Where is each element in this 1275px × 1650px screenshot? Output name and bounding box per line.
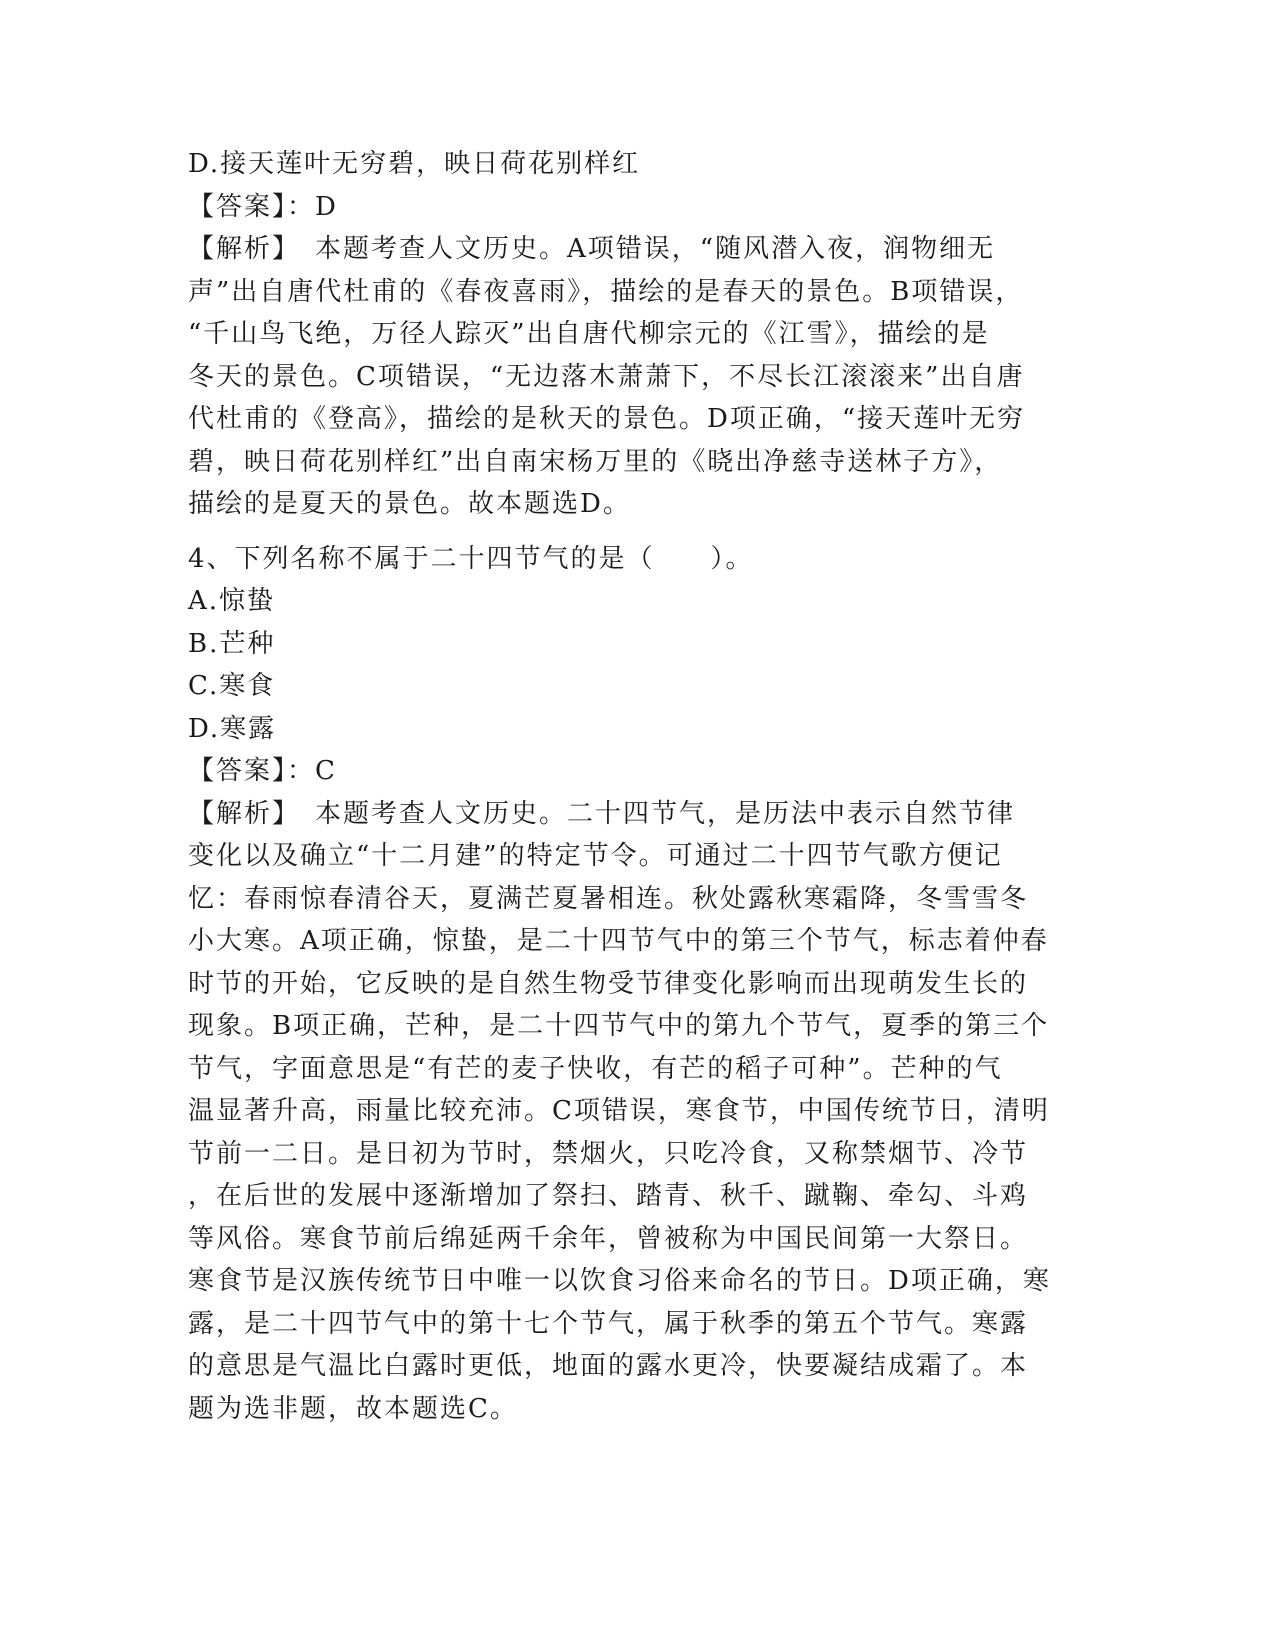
q4-analysis-line: ，在后世的发展中逐渐增加了祭扫、踏青、秋千、蹴鞠、牵勾、斗鸡 — [188, 1181, 1029, 1211]
q4-analysis-line: 的意思是气温比白露时更低，地面的露水更冷，快要凝结成霜了。本 — [188, 1351, 1029, 1381]
q3-analysis-line: 碧，映日荷花别样红”出自南宋杨万里的《晓出净慈寺送林子方》， — [188, 446, 1003, 477]
q4-option-a: A.惊蛰 — [188, 586, 276, 616]
q4-analysis-line: 节气，字面意思是“有芒的麦子快收，有芒的稻子可种”。芒种的气 — [188, 1053, 1003, 1084]
q4-option-b: B.芒种 — [188, 628, 276, 659]
q3-analysis-line: 描绘的是夏天的景色。故本题选D。 — [188, 489, 631, 519]
q4-analysis-line: 变化以及确立“十二月建”的特定节令。可通过二十四节气歌方便记 — [188, 841, 1003, 871]
q4-analysis-line: 寒食节是汉族传统节日中唯一以饮食习俗来命名的节日。D项正确，寒 — [188, 1266, 1051, 1296]
q4-analysis-line: 节前一二日。是日初为节时，禁烟火，只吃冷食，又称禁烟节、冷节 — [188, 1138, 1029, 1169]
question-gap — [188, 526, 1078, 538]
q4-analysis-line: 露，是二十四节气中的第十七个节气，属于秋季的第五个节气。寒露 — [188, 1308, 1029, 1339]
q4-analysis-line: 时节的开始，它反映的是自然生物受节律变化影响而出现萌发生长的 — [188, 968, 1029, 999]
q4-answer: 【答案】：C — [188, 756, 337, 786]
q3-answer: 【答案】：D — [188, 191, 338, 222]
q3-analysis-line: 【解析】 本题考查人文历史。A项错误，“随风潜入夜，润物细无 — [188, 234, 996, 264]
q4-analysis-line: 【解析】 本题考查人文历史。二十四节气，是历法中表示自然节律 — [188, 798, 1016, 829]
q3-analysis-line: “千山鸟飞绝，万径人踪灭”出自唐代柳宗元的《江雪》，描绘的是 — [188, 319, 990, 349]
q3-analysis-line: 冬天的景色。C项错误，“无边落木萧萧下，不尽长江滚滚来”出自唐 — [188, 361, 1025, 392]
q4-analysis-line: 等风俗。寒食节前后绵延两千余年，曾被称为中国民间第一大祭日。 — [188, 1223, 1029, 1254]
q4-analysis-line: 温显著升高，雨量比较充沛。C项错误，寒食节，中国传统节日，清明 — [188, 1096, 1050, 1126]
document-content — [188, 143, 1078, 1430]
q4-analysis-line: 忆：春雨惊春清谷天，夏满芒夏暑相连。秋处露秋寒霜降，冬雪雪冬 — [188, 883, 1029, 914]
q3-analysis-line: 声”出自唐代杜甫的《春夜喜雨》，描绘的是春天的景色。B项错误， — [188, 276, 1024, 307]
q4-analysis-line: 现象。B项正确，芒种，是二十四节气中的第九个节气，夏季的第三个 — [188, 1011, 1050, 1041]
q4-option-c: C.寒食 — [188, 671, 276, 701]
q4-option-d: D.寒露 — [188, 713, 277, 744]
q4-analysis-line: 小大寒。A项正确，惊蛰，是二十四节气中的第三个节气，标志着仲春 — [188, 926, 1049, 956]
q4-question: 4、下列名称不属于二十四节气的是（ ）。 — [188, 543, 754, 574]
q3-analysis-line: 代杜甫的《登高》，描绘的是秋天的景色。D项正确，“接天莲叶无穷 — [188, 404, 1026, 434]
q4-analysis-line: 题为选非题，故本题选C。 — [188, 1393, 518, 1424]
q3-option-d: D.接天莲叶无穷碧，映日荷花别样红 — [188, 149, 641, 179]
